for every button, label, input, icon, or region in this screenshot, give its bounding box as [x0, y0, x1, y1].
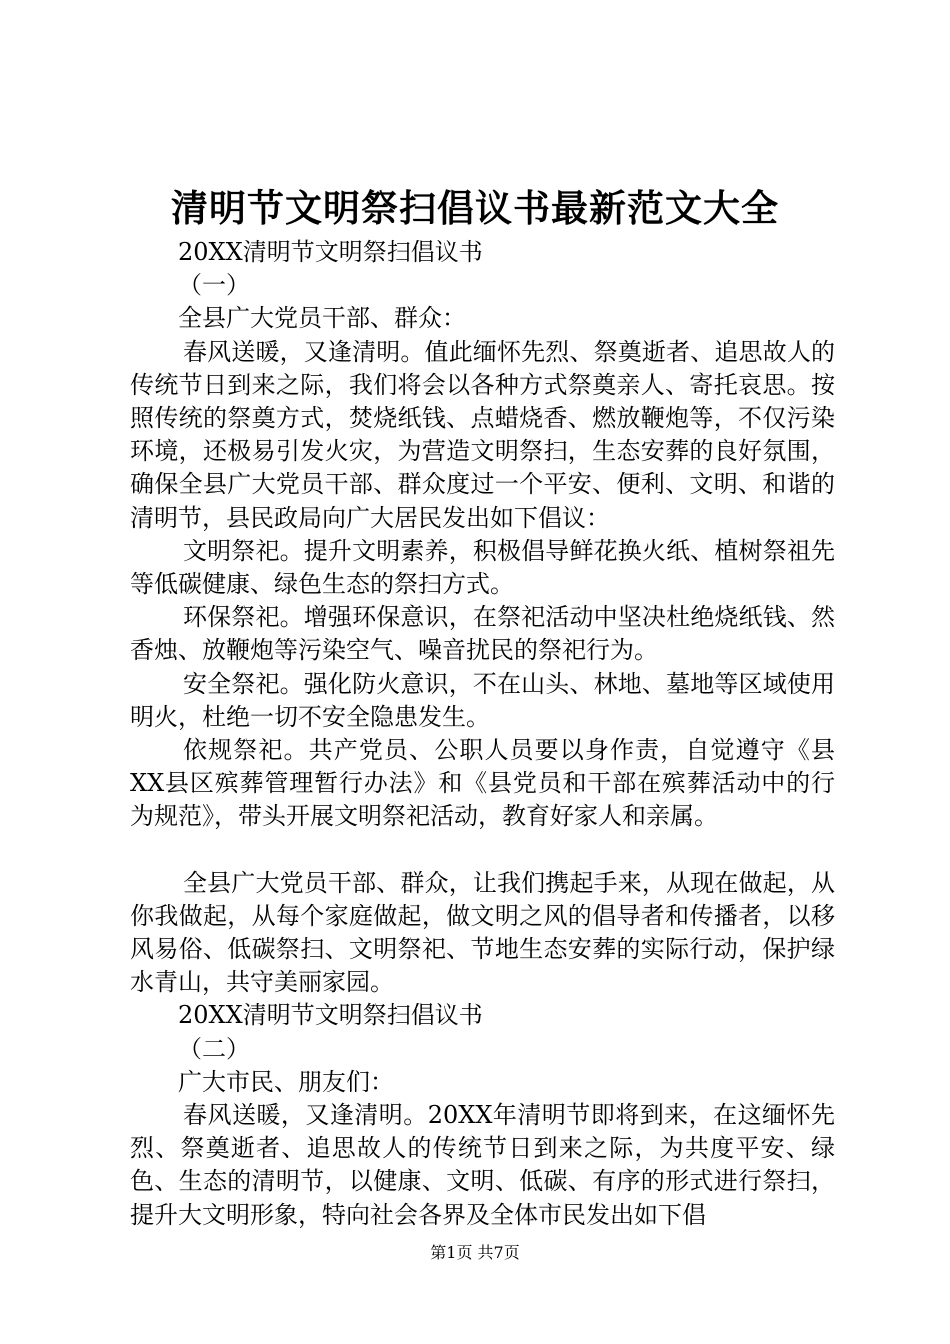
section-number-2: （二）	[178, 1034, 250, 1063]
document-title: 清明节文明祭扫倡议书最新范文大全	[171, 187, 779, 230]
body-paragraph: 春风送暖，又逢清明。20XX年清明节即将到来，在这缅怀先烈、祭奠逝者、追思故人的传统节日到来之际，为共度平安、绿色、生态的清明节，以健康、文明、低碳、有序的形式进行祭扫，提升大文明形象，特向社会各界及全体市民发出如下倡	[130, 1101, 835, 1229]
document-body	[130, 236, 835, 1232]
body-paragraph: 安全祭祀。强化防火意识，不在山头、林地、墓地等区域使用明火，杜绝一切不安全隐患发生。	[130, 669, 835, 731]
body-paragraph: 文明祭祀。提升文明素养，积极倡导鲜花换火纸、植树祭祖先等低碳健康、绿色生态的祭扫方式。	[130, 536, 835, 599]
section-heading-2: 20XX清明节文明祭扫倡议书	[178, 1001, 483, 1030]
body-paragraph: 春风送暖，又逢清明。值此缅怀先烈、祭奠逝者、追思故人的传统节日到来之际，我们将会以各种方式祭奠亲人、寄托哀思。按照传统的祭奠方式，焚烧纸钱、点蜡烧香、燃放鞭炮等，不仅污染环境，还极易引发火灾，为营造文明祭扫，生态安葬的良好氛围，确保全县广大党员干部、群众度过一个平安、便利、文明、和谐的清明节，县民政局向广大居民发出如下倡议：	[130, 337, 835, 532]
salutation-2: 广大市民、朋友们：	[178, 1067, 394, 1096]
salutation-1: 全县广大党员干部、群众：	[178, 304, 466, 333]
body-paragraph: 全县广大党员干部、群众，让我们携起手来，从现在做起，从你我做起，从每个家庭做起，做文明之风的倡导者和传播者，以移风易俗、低碳祭扫、文明祭祀、节地生态安葬的实际行动，保护绿水青山，共守美丽家园。	[130, 868, 835, 997]
page-footer: 第1页 共7页	[430, 1243, 520, 1262]
section-number-1: （一）	[178, 271, 250, 300]
paragraph-gap	[130, 834, 835, 867]
body-paragraph: 依规祭祀。共产党员、公职人员要以身作责，自觉遵守《县XX县区殡葬管理暂行办法》和《县党员和干部在殡葬活动中的行为规范》，带头开展文明祭祀活动，教育好家人和亲属。	[130, 736, 835, 831]
body-paragraph: 环保祭祀。增强环保意识，在祭祀活动中坚决杜绝烧纸钱、然香烛、放鞭炮等污染空气、噪音扰民的祭祀行为。	[130, 603, 835, 665]
section-heading-1: 20XX清明节文明祭扫倡议书	[178, 238, 483, 266]
